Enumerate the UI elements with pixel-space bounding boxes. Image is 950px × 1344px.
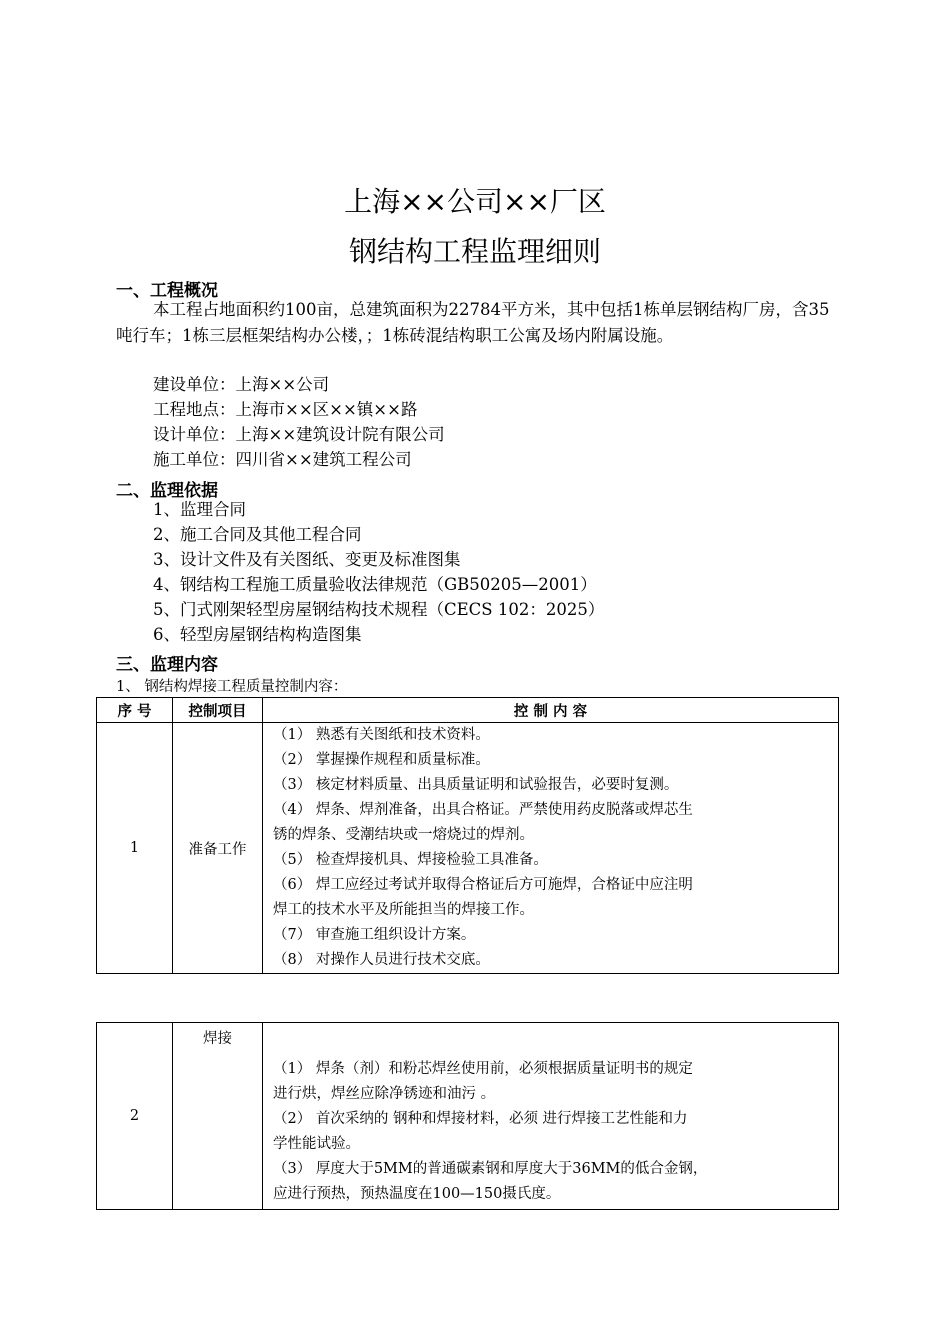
row-no: 2 xyxy=(97,1023,173,1210)
info-line-contractor: 施工单位：四川省××建筑工程公司 xyxy=(153,450,412,469)
content-line: （3） 核定材料质量、出具质量证明和试验报告，必要时复测。 xyxy=(273,777,679,793)
content-line: （4） 焊条、焊剂准备，出具合格证。严禁使用药皮脱落或焊芯生 xyxy=(273,802,693,818)
section-heading-content: 三、监理内容 xyxy=(116,655,218,675)
row-item: 准备工作 xyxy=(173,723,263,974)
content-line: 锈的焊条、受潮结块或一熔烧过的焊剂。 xyxy=(273,827,534,843)
row-no: 1 xyxy=(97,723,173,974)
table-row xyxy=(97,723,839,974)
document-subtitle: 钢结构工程监理细则 xyxy=(348,235,601,268)
content-line: 进行烘，焊丝应除净锈迹和油污 。 xyxy=(273,1086,496,1102)
content-line: （8） 对操作人员进行技术交底。 xyxy=(273,952,490,968)
content-line: （5） 检查焊接机具、焊接检验工具准备。 xyxy=(273,852,548,868)
header-no: 序 号 xyxy=(97,698,173,723)
row-item: 焊接 xyxy=(173,1023,263,1210)
info-line-location: 工程地点：上海市××区××镇××路 xyxy=(153,400,418,419)
control-table-1 xyxy=(96,697,839,974)
content-line: （1） 熟悉有关图纸和技术资料。 xyxy=(273,727,490,743)
basis-item: 5、门式刚架轻型房屋钢结构技术规程（CECS 102：2025） xyxy=(153,600,605,619)
content-line: （7） 审查施工组织设计方案。 xyxy=(273,927,476,943)
basis-item: 6、轻型房屋钢结构构造图集 xyxy=(153,625,362,644)
content-line: 焊工的技术水平及所能担当的焊接工作。 xyxy=(273,902,534,918)
basis-item: 2、施工合同及其他工程合同 xyxy=(153,525,362,544)
content-line: （1） 焊条（剂）和粉芯焊丝使用前，必须根据质量证明书的规定 xyxy=(273,1061,693,1077)
basis-item: 1、监理合同 xyxy=(153,500,246,519)
content-line: 学性能试验。 xyxy=(273,1136,360,1152)
basis-item: 4、钢结构工程施工质量验收法律规范（GB50205—2001） xyxy=(153,575,597,594)
info-line-designer: 设计单位：上海××建筑设计院有限公司 xyxy=(153,425,445,444)
row-content xyxy=(263,723,839,974)
content-line: （2） 首次采纳的 钢种和焊接材料，必须 进行焊接工艺性能和力 xyxy=(273,1111,688,1127)
row-content xyxy=(263,1023,839,1210)
section-heading-overview: 一、工程概况 xyxy=(116,281,218,301)
content-line: （3） 厚度大于5MM的普通碳素钢和厚度大于36MM的低合金钢， xyxy=(273,1161,708,1177)
header-content: 控 制 内 容 xyxy=(263,698,839,723)
content-line: （2） 掌握操作规程和质量标准。 xyxy=(273,752,490,768)
content-line: 应进行预热，预热温度在100—150摄氏度。 xyxy=(273,1186,561,1202)
table-header-row xyxy=(97,698,839,723)
overview-paragraph: 本工程占地面积约100亩，总建筑面积为22784平方米，其中包括1栋单层钢结构厂房，含35吨行车；1栋三层框架结构办公楼，；1栋砖混结构职工公寓及场内附属设施。 xyxy=(116,300,830,345)
table-row xyxy=(97,1023,839,1210)
info-line-owner: 建设单位：上海××公司 xyxy=(153,375,330,394)
section-heading-basis: 二、监理依据 xyxy=(116,481,218,501)
basis-item: 3、设计文件及有关图纸、变更及标准图集 xyxy=(153,550,461,569)
control-table-2 xyxy=(96,1022,839,1210)
subsection-label: 1、 钢结构焊接工程质量控制内容： xyxy=(116,679,348,695)
document-title: 上海××公司××厂区 xyxy=(344,185,606,218)
header-item: 控制项目 xyxy=(173,698,263,723)
content-line: （6） 焊工应经过考试并取得合格证后方可施焊，合格证中应注明 xyxy=(273,877,693,893)
